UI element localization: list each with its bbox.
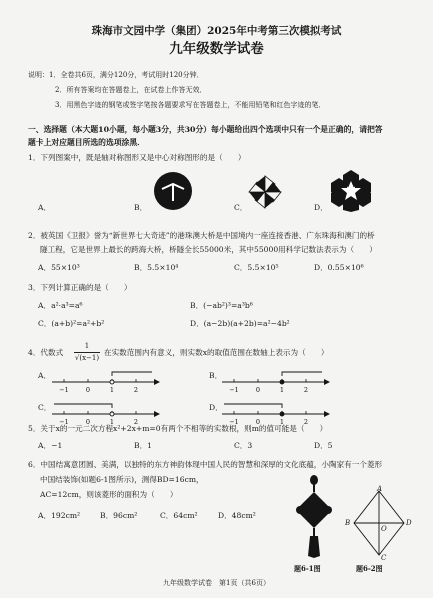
q6-option-a: A．192cm² xyxy=(38,511,81,520)
q5-option-a: A．−1 xyxy=(38,441,63,450)
q6-figure-rhombus xyxy=(346,485,412,561)
q6-option-b: B．96cm² xyxy=(100,511,138,520)
solution-ray xyxy=(112,372,152,376)
number-line-tick-label: 1 xyxy=(279,418,285,426)
rhombus-point-o: O xyxy=(381,525,387,533)
rhombus-point-d: D xyxy=(406,519,412,527)
number-line-tick-label: 0 xyxy=(255,386,261,394)
number-line-tick-label: 2 xyxy=(133,386,139,394)
q3-option-d: D．(a−2b)(a+2b)=a²−4b² xyxy=(190,319,290,328)
q6-option-c: C．64cm² xyxy=(160,511,198,520)
q4-number-line-b xyxy=(220,366,332,396)
q5-option-d: D．5 xyxy=(314,441,333,450)
number-line-tick-label: 1 xyxy=(109,418,115,426)
page-subtitle: 九年级数学试卷 xyxy=(169,41,264,57)
number-line-tick-label: 2 xyxy=(303,418,309,426)
number-line-arrowhead xyxy=(154,379,160,385)
q3-option-a: A．a²·a³=a⁶ xyxy=(38,301,83,310)
boundary-point xyxy=(280,380,284,384)
q4-frac-numerator: 1 xyxy=(84,342,90,350)
instruction-2: 2．所有答案均在答题卷上，在试卷上作答无效． xyxy=(55,86,207,94)
boundary-point xyxy=(110,380,114,384)
q3-stem: 3．下列计算正确的是（ ） xyxy=(28,283,132,292)
number-line-tick-label: 2 xyxy=(133,418,139,426)
q2-option-b: B．5.5×10⁴ xyxy=(134,263,179,272)
q5-option-c: C．3 xyxy=(234,441,253,450)
q2-option-a: A．55×10³ xyxy=(38,263,80,272)
q1-option-b: B． xyxy=(134,203,148,212)
instruction-1: 说明：1．全卷共6页，满分120分，考试用时120分钟． xyxy=(28,71,204,79)
q2-line2: 隧工程，它是世界上最长的跨海大桥，桥隧全长55000米，其中55000用科学记数法表示为（ ） xyxy=(40,245,377,254)
rhombus-point-c: C xyxy=(381,554,387,562)
q6-line1: 6．中国结寓意团圆、美满，以独特的东方神韵体现中国人民的智慧和深厚的文化底蕴，小陶家有一个菱形 xyxy=(28,460,383,469)
boundary-point xyxy=(280,412,284,416)
q6-fig2-caption: 题6-2图 xyxy=(356,564,383,573)
q4-number-line-a xyxy=(50,366,162,396)
solution-ray xyxy=(54,404,112,408)
q4-stem-a: 4．代数式 xyxy=(28,348,64,357)
q6-fig1-caption: 题6-1图 xyxy=(294,564,321,573)
q4-frac-denominator: √(x−1) xyxy=(74,354,100,362)
rhombus-point-b: B xyxy=(345,519,351,527)
solution-ray xyxy=(224,404,282,408)
number-line-tick-label: 0 xyxy=(255,418,261,426)
q2-option-d: D．0.55×10⁶ xyxy=(314,263,364,272)
q6-line3: AC=12cm，则该菱形的面积为（ ） xyxy=(40,490,178,499)
q1-figure-b xyxy=(152,170,194,212)
q4-option-b: B． xyxy=(209,371,223,380)
q2-line1: 2．被英国《卫报》誉为“新世界七大奇迹”的港珠澳大桥是中国境内一座连接香港、广东珠海和澳门的桥 xyxy=(28,231,375,240)
q4-option-d: D． xyxy=(209,403,223,412)
q1-figure-d xyxy=(328,168,374,212)
q4-stem-b: 在实数范围内有意义，则实数x的取值范围在数轴上表示为（ ） xyxy=(104,348,329,357)
number-line-tick-label: −1 xyxy=(59,386,69,394)
number-line-tick-label: 0 xyxy=(85,418,91,426)
q1-option-a: A． xyxy=(38,203,52,212)
q6-figure-chinese-knot xyxy=(292,472,336,560)
q4-option-c: C． xyxy=(38,403,52,412)
instruction-3: 3．用黑色字迹的钢笔或签字笔按各题要求写在答题卷上，不能用铅笔和红色字迹的笔． xyxy=(55,101,326,109)
solution-ray xyxy=(282,372,322,376)
q3-option-c: C．(a+b)²=a²+b² xyxy=(38,319,105,328)
section-heading-line1: 一、选择题（本大题10小题，每小题3分，共30分）每小题给出四个选项中只有一个是正确的，请把答 xyxy=(28,125,383,134)
q1-figure-c xyxy=(243,173,287,211)
q1-stem: 1．下列图案中，既是轴对称图形又是中心对称图形的是（ ） xyxy=(28,153,246,162)
q1-option-d: D． xyxy=(314,203,328,212)
section-heading-line2: 题卡上对应题目所选的选项涂黑． xyxy=(28,138,145,147)
number-line-arrowhead xyxy=(154,411,160,417)
page-title: 珠海市文园中学（集团）2025年中考第三次模拟考试 xyxy=(91,25,342,37)
q5-option-b: B．1 xyxy=(134,441,153,450)
number-line-tick-label: 0 xyxy=(85,386,91,394)
q5-stem: 5．关于x的一元二次方程x²+2x+m=0有两个不相等的实数根，则m的值可能是（ ） xyxy=(28,424,328,433)
number-line-tick-label: 1 xyxy=(109,386,115,394)
boundary-point xyxy=(110,412,114,416)
q3-option-b: B．(−ab²)³=a³b⁶ xyxy=(190,301,253,310)
number-line-arrowhead xyxy=(324,411,330,417)
q6-line2: 中国结装饰(如题6-1图所示)，测得BD=16cm， xyxy=(40,475,204,484)
rhombus-point-a: A xyxy=(377,485,383,493)
number-line-arrowhead xyxy=(324,379,330,385)
q2-option-c: C．5.5×10⁵ xyxy=(234,263,279,272)
q6-option-d: D．48cm² xyxy=(218,511,256,520)
number-line-tick-label: 2 xyxy=(303,386,309,394)
page-footer: 九年级数学试卷 第1页（共6页） xyxy=(163,579,270,587)
number-line-tick-label: 1 xyxy=(279,386,285,394)
number-line-tick-label: −1 xyxy=(59,418,69,426)
q1-option-c: C． xyxy=(234,203,248,212)
number-line-tick-label: −1 xyxy=(229,418,239,426)
q4-option-a: A． xyxy=(38,371,52,380)
number-line-tick-label: −1 xyxy=(229,386,239,394)
